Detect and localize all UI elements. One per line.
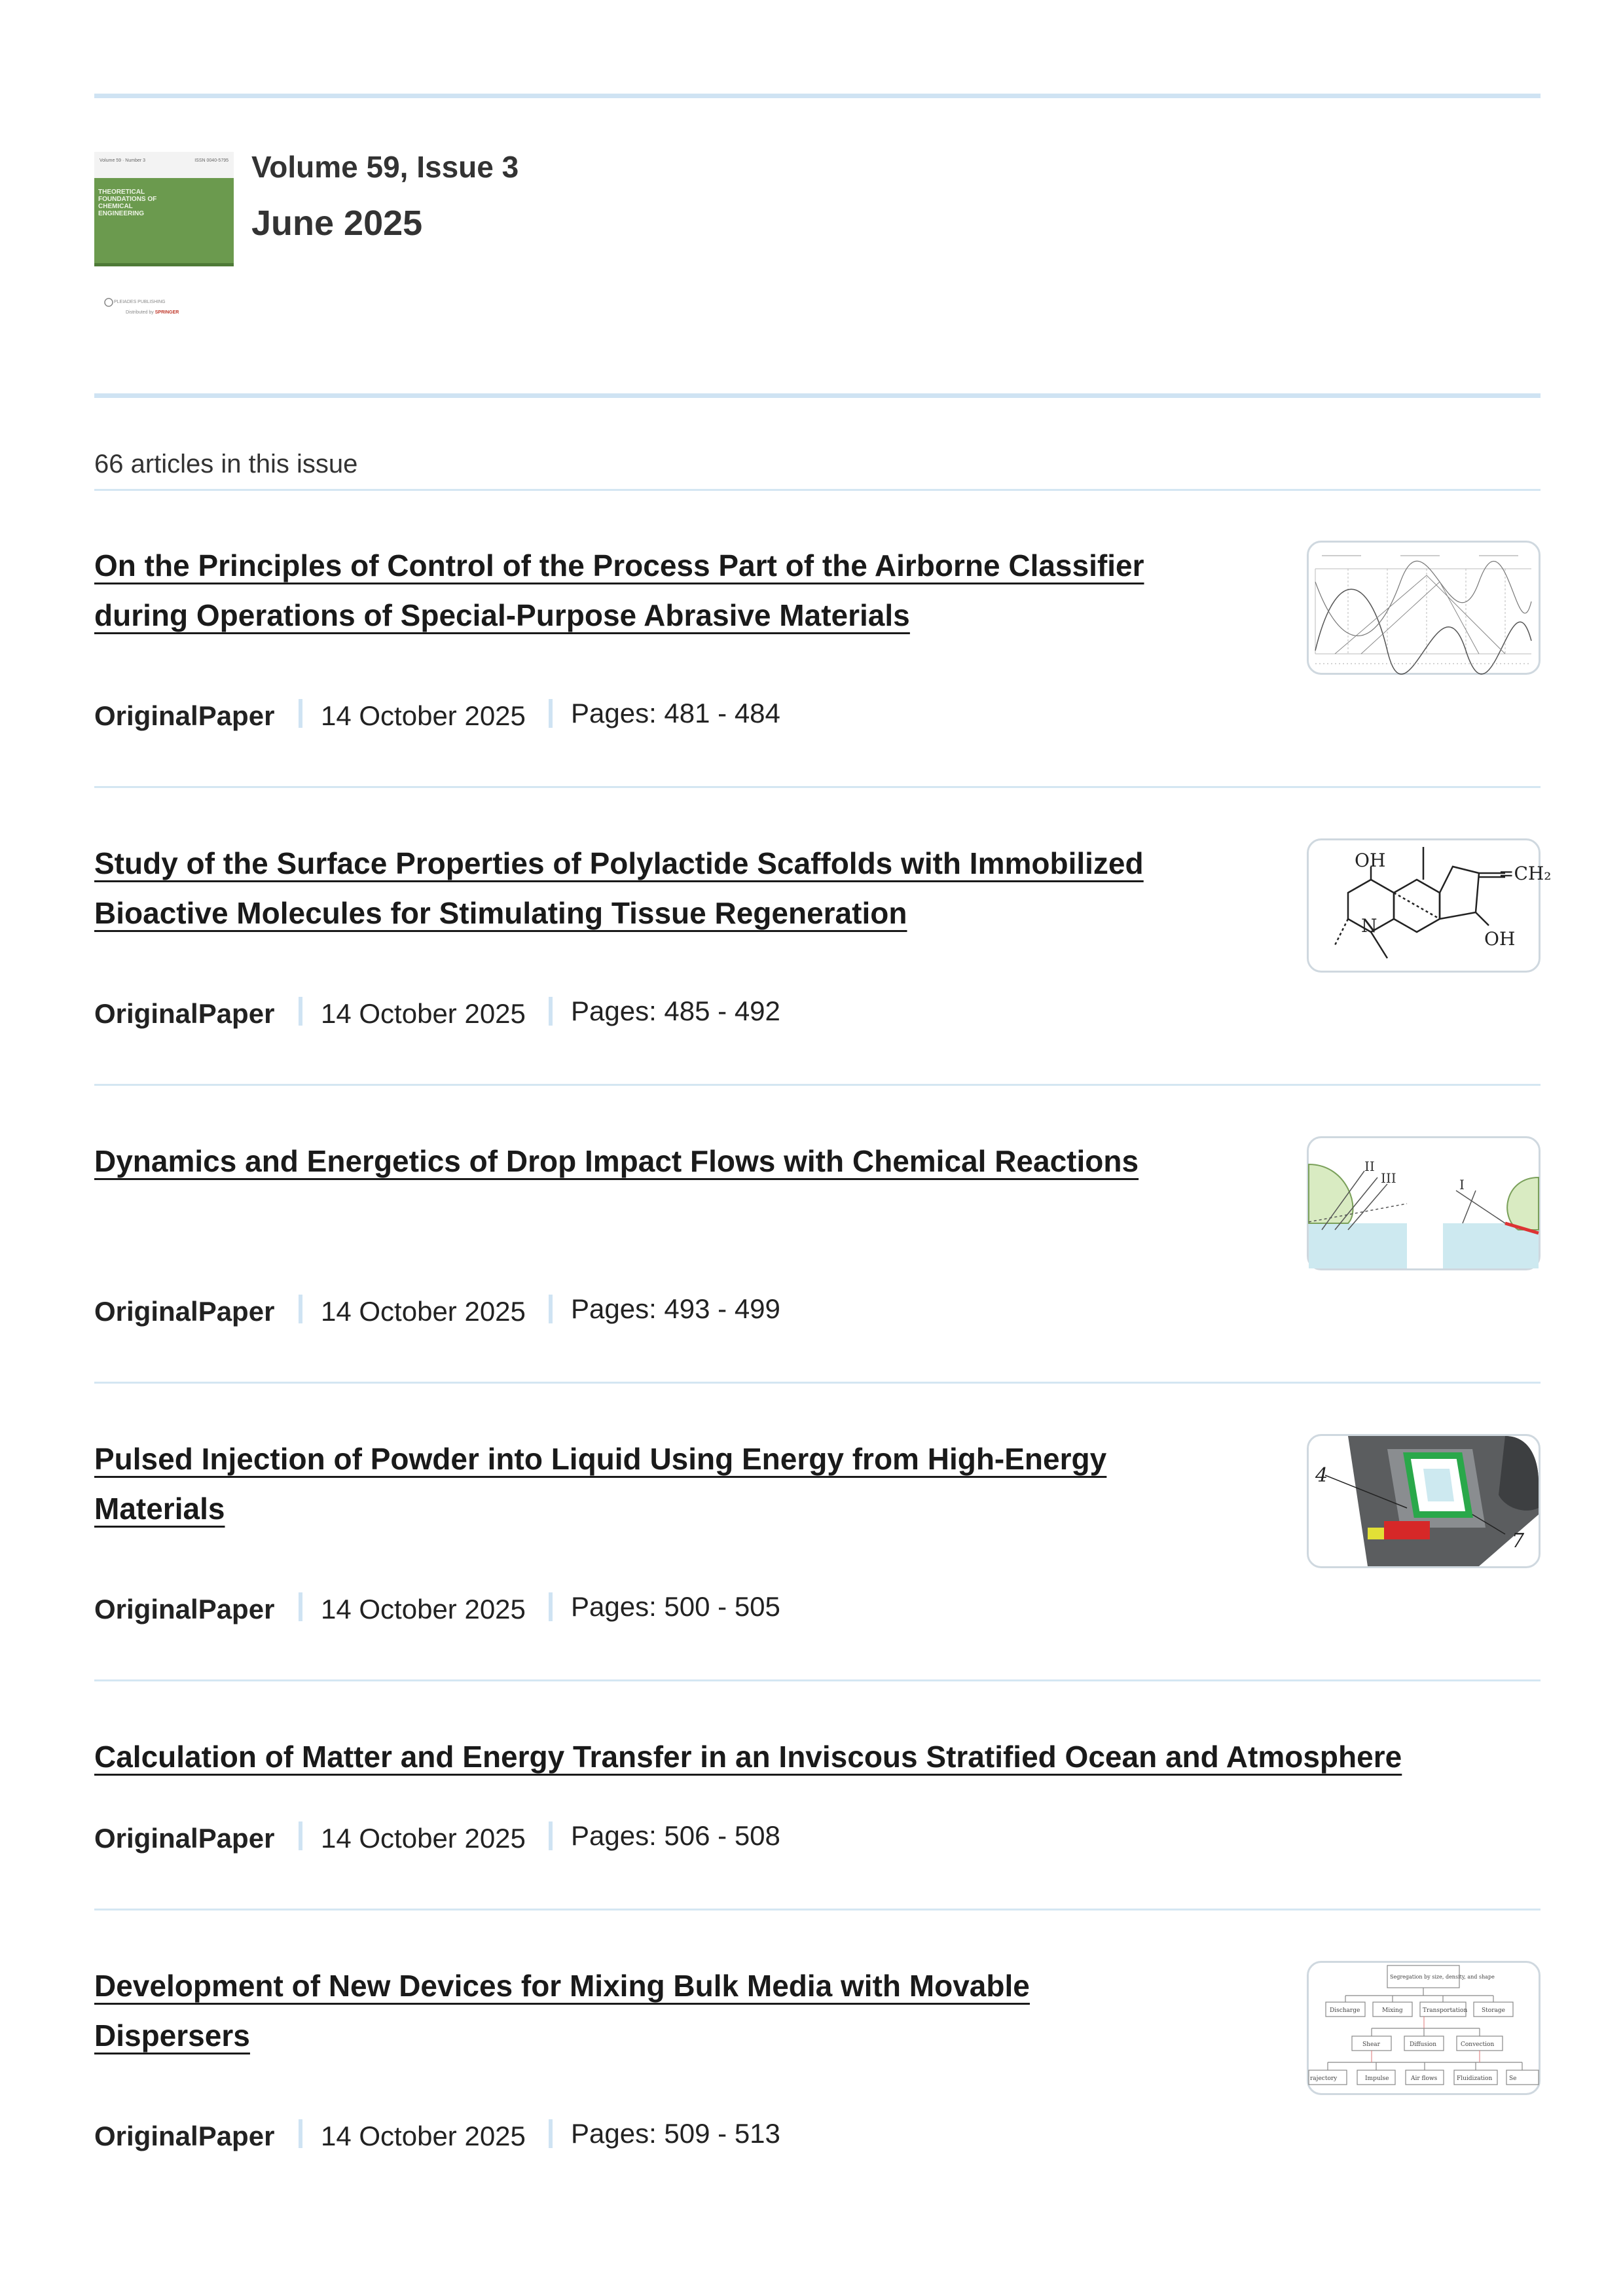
svg-text:Storage: Storage — [1482, 2007, 1505, 2014]
svg-text:OH: OH — [1484, 928, 1516, 950]
svg-text:Discharge: Discharge — [1330, 2007, 1360, 2014]
article-title-link[interactable]: Dynamics and Energetics of Drop Impact Flows with Chemical Reactions — [94, 1144, 1139, 1178]
device-section-thumbnail[interactable] — [1307, 1434, 1541, 1568]
svg-text:Shear: Shear — [1362, 2041, 1380, 2048]
meta-separator — [549, 997, 553, 1026]
issue-volume: Volume 59, Issue 3 — [251, 150, 519, 184]
journal-cover-image[interactable]: Volume 59 · Number 3 ISSN 0040-5795 THEORETICAL FOUNDATIONS OF CHEMICAL ENGINEERING PLEIADES PUBLISHING Distributed by SPRINGER — [94, 152, 234, 335]
svg-text:Segregation by size, density,: Segregation by size, density, and shape — [1390, 1974, 1495, 1980]
article-type: OriginalPaper — [94, 2121, 275, 2151]
issue-date: June 2025 — [251, 204, 423, 243]
count-divider — [94, 489, 1541, 491]
article-divider — [94, 786, 1541, 788]
svg-text:OH: OH — [1355, 850, 1386, 871]
article-pages: Pages: 493 - 499 — [571, 1293, 780, 1324]
drop-impact-thumbnail[interactable] — [1307, 1136, 1541, 1270]
meta-separator — [299, 1821, 302, 1850]
meta-separator — [299, 1592, 302, 1621]
meta-separator — [549, 699, 553, 728]
svg-text:II: II — [1364, 1158, 1375, 1174]
molecule-thumbnail[interactable] — [1307, 838, 1552, 973]
svg-text:Fluidization: Fluidization — [1457, 2075, 1493, 2082]
article-title-link[interactable]: Development of New Devices for Mixing Bulk Media with Movable Dispersers — [94, 1969, 1030, 2053]
svg-text:rajectory: rajectory — [1310, 2075, 1338, 2082]
header-divider — [94, 393, 1541, 398]
article-date: 14 October 2025 — [321, 700, 526, 731]
meta-separator — [299, 997, 302, 1026]
svg-text:Impulse: Impulse — [1365, 2075, 1389, 2082]
svg-text:Mixing: Mixing — [1382, 2007, 1403, 2014]
cover-journal-title: THEORETICAL FOUNDATIONS OF CHEMICAL ENGINEERING — [98, 188, 157, 217]
svg-text:N: N — [1361, 915, 1377, 937]
article-date: 14 October 2025 — [321, 998, 526, 1029]
svg-text:7: 7 — [1512, 1530, 1525, 1552]
meta-separator — [549, 1295, 553, 1323]
article-type: OriginalPaper — [94, 1594, 275, 1624]
meta-separator — [299, 699, 302, 728]
article-type: OriginalPaper — [94, 700, 275, 731]
article-type: OriginalPaper — [94, 998, 275, 1029]
meta-separator — [549, 1592, 553, 1621]
article-divider — [94, 1084, 1541, 1086]
top-divider — [94, 94, 1541, 98]
svg-text:Convection: Convection — [1461, 2041, 1495, 2048]
svg-text:=CH₂: =CH₂ — [1499, 863, 1552, 884]
publisher-logo — [103, 297, 114, 308]
svg-text:Air flows: Air flows — [1411, 2075, 1438, 2082]
article-type: OriginalPaper — [94, 1823, 275, 1854]
article-title-link[interactable]: Study of the Surface Properties of Polylactide Scaffolds with Immobilized Bioactive Molecules for Stimulating Tissue Regeneration — [94, 846, 1144, 930]
article-divider — [94, 1382, 1541, 1384]
svg-text:4: 4 — [1315, 1464, 1328, 1487]
article-date: 14 October 2025 — [321, 2121, 526, 2151]
article-pages: Pages: 506 - 508 — [571, 1820, 780, 1851]
article-pages: Pages: 481 - 484 — [571, 698, 780, 728]
meta-separator — [549, 1821, 553, 1850]
svg-text:Se: Se — [1509, 2075, 1517, 2082]
chart-thumbnail[interactable] — [1307, 541, 1541, 675]
article-pages: Pages: 500 - 505 — [571, 1591, 780, 1622]
flow-diagram-thumbnail[interactable] — [1307, 1961, 1541, 2095]
article-pages: Pages: 509 - 513 — [571, 2118, 780, 2149]
article-date: 14 October 2025 — [321, 1296, 526, 1327]
svg-text:Diffusion: Diffusion — [1410, 2041, 1436, 2048]
article-divider — [94, 1909, 1541, 1910]
article-pages: Pages: 485 - 492 — [571, 996, 780, 1026]
article-date: 14 October 2025 — [321, 1594, 526, 1624]
meta-separator — [299, 1295, 302, 1323]
svg-text:Transportation: Transportation — [1423, 2007, 1468, 2014]
meta-separator — [299, 2119, 302, 2148]
article-title-link[interactable]: Calculation of Matter and Energy Transfer in an Inviscous Stratified Ocean and Atmosphere — [94, 1740, 1402, 1774]
svg-text:III: III — [1381, 1170, 1396, 1186]
article-count: 66 articles in this issue — [94, 450, 358, 478]
article-date: 14 October 2025 — [321, 1823, 526, 1854]
article-divider — [94, 1679, 1541, 1681]
article-title-link[interactable]: On the Principles of Control of the Process Part of the Airborne Classifier during Operations of Special-Purpose Abrasive Materials — [94, 548, 1144, 632]
meta-separator — [549, 2119, 553, 2148]
article-type: OriginalPaper — [94, 1296, 275, 1327]
article-title-link[interactable]: Pulsed Injection of Powder into Liquid Using Energy from High-Energy Materials — [94, 1442, 1107, 1526]
svg-text:I: I — [1459, 1177, 1465, 1193]
